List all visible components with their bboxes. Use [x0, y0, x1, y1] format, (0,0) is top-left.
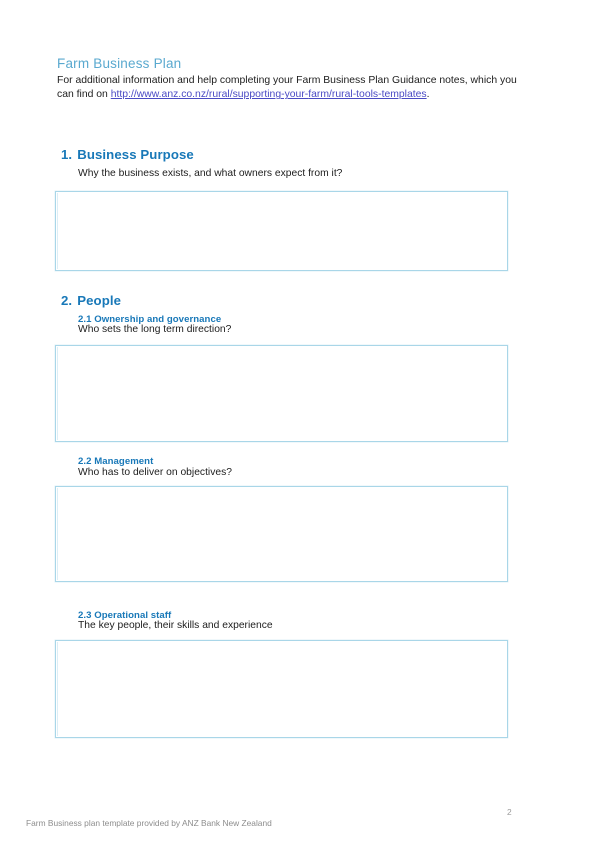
intro-paragraph — [57, 74, 519, 102]
document-title: Farm Business Plan — [57, 56, 182, 71]
subsection-heading-ownership-governance: 2.1 Ownership and governance — [78, 314, 222, 325]
management-answer-box[interactable] — [55, 486, 508, 582]
section-title: Business Purpose — [77, 147, 194, 162]
intro-line-2-prefix: Plan Guidance notes, which you can find on — [57, 75, 517, 101]
section-heading-business-purpose — [61, 147, 194, 162]
page-number: 2 — [507, 807, 512, 817]
intro-line-1: For additional information and help completing your Farm Business — [57, 75, 366, 86]
subsection-heading-management: 2.2 Management — [78, 456, 154, 467]
prompt-management: Who has to deliver on objectives? — [78, 467, 232, 478]
subsection-heading-operational-staff: 2.3 Operational staff — [78, 610, 172, 621]
prompt-ownership-governance: Who sets the long term direction? — [78, 324, 232, 335]
ownership-governance-answer-box[interactable] — [55, 345, 508, 442]
guidance-notes-link[interactable]: http://www.anz.co.nz/rural/supporting-your- — [110, 89, 309, 101]
guidance-notes-link-continued[interactable]: farm/rural-tools-templates — [308, 89, 427, 101]
prompt-operational-staff: The key people, their skills and experience — [78, 620, 273, 631]
operational-staff-answer-box[interactable] — [55, 640, 508, 738]
intro-trailing-period: . — [426, 89, 430, 101]
footer-attribution: Farm Business plan template provided by ANZ Bank New Zealand — [26, 818, 272, 828]
business-purpose-answer-box[interactable] — [55, 191, 508, 271]
section-title: People — [77, 293, 122, 308]
section-number: 2. — [61, 293, 73, 308]
section-heading-people — [61, 293, 121, 308]
section-number: 1. — [61, 147, 73, 162]
prompt-business-purpose: Why the business exists, and what owners expect from it? — [78, 168, 343, 179]
